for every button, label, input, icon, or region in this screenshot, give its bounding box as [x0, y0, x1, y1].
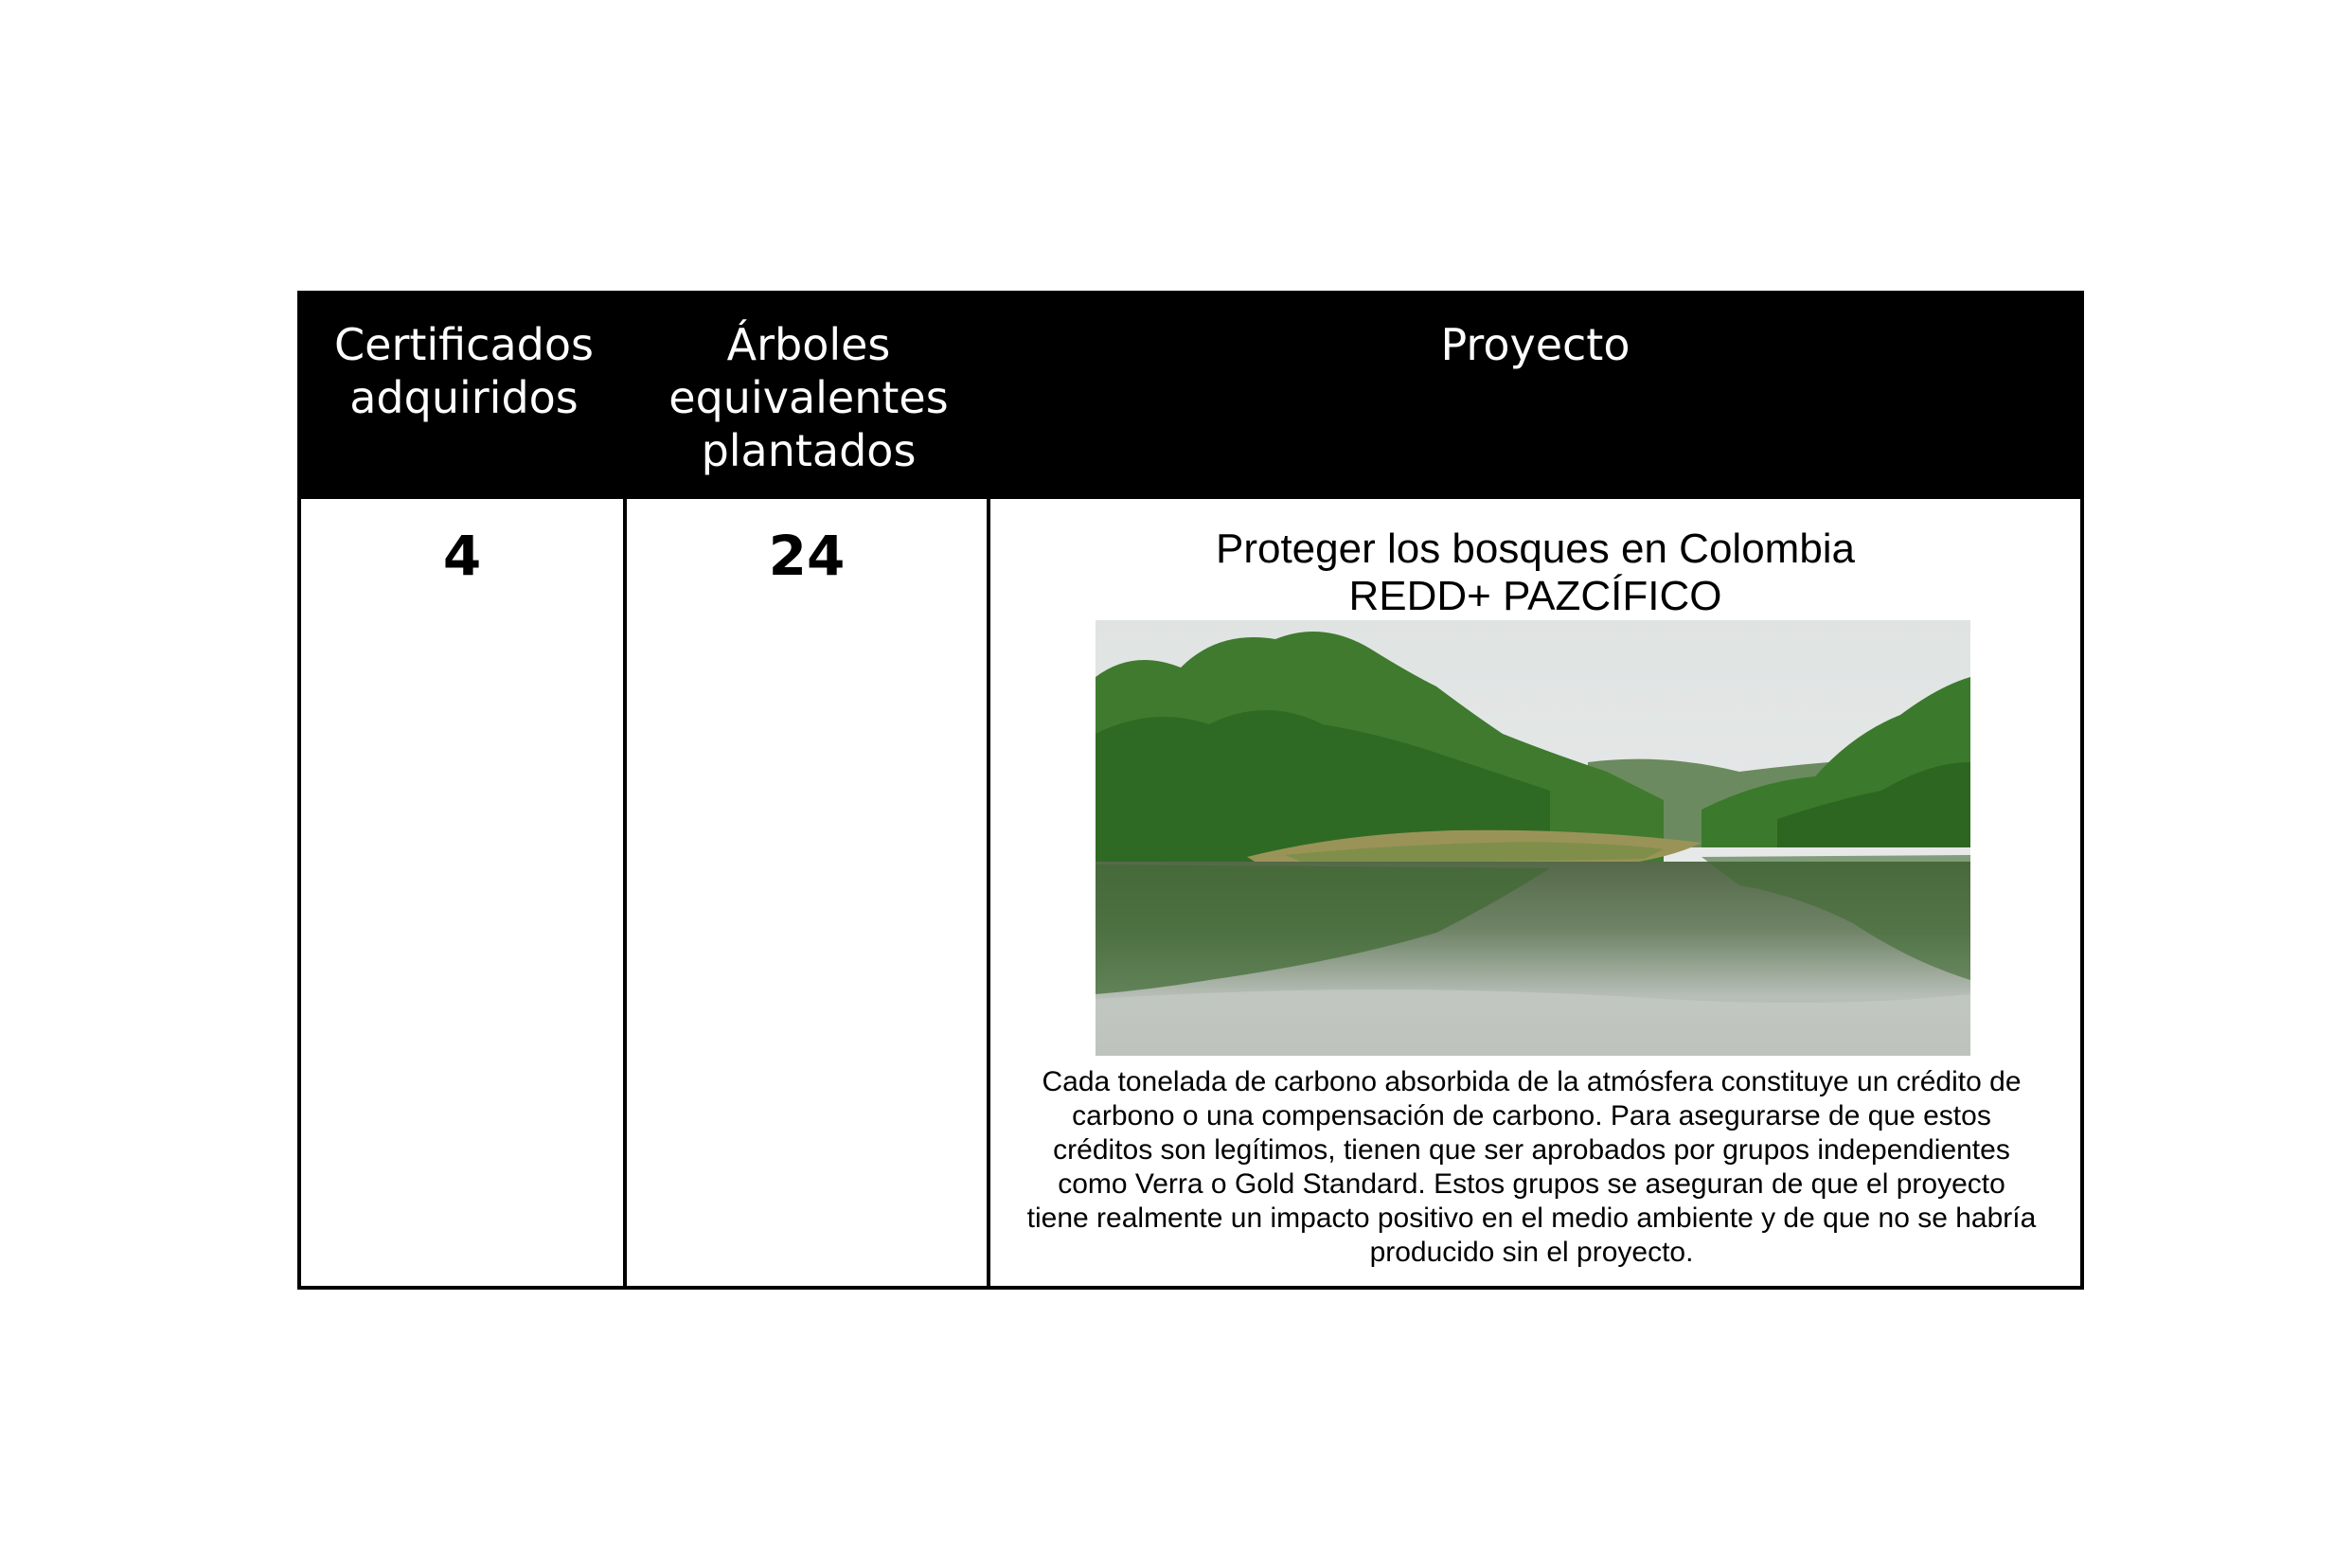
project-description [987, 1065, 2076, 1270]
header-line: Certificados [334, 319, 594, 370]
project-title-line: REDD+ PAZCÍFICO [1348, 573, 1722, 619]
description-line: como Verra o Gold Standard. Estos grupos se aseguran de que el proyecto [1058, 1168, 2005, 1200]
header-line: equivalentes [668, 372, 949, 423]
header-line: Proyecto [1440, 319, 1630, 370]
header-certificados [301, 294, 627, 499]
header-line: plantados [701, 425, 917, 476]
header-arboles [627, 294, 990, 499]
description-line: carbono o una compensación de carbono. Para asegurarse de que estos [1072, 1100, 1991, 1131]
river-forest-photo [1096, 620, 1970, 1056]
project-title [990, 526, 2080, 620]
description-line: Cada tonelada de carbono absorbida de la atmósfera constituye un crédito de [1042, 1066, 2022, 1097]
project-title-line: Proteger los bosques en Colombia [1215, 526, 1856, 572]
cell-certificados [301, 499, 623, 1286]
description-line: producido sin el proyecto. [1369, 1237, 1694, 1268]
table-header-row [301, 294, 2080, 499]
header-proyecto [990, 294, 2080, 499]
description-line: tiene realmente un impacto positivo en el medio ambiente y de que no se habría [1026, 1203, 2037, 1234]
description-line: créditos son legítimos, tienen que ser aprobados por grupos independientes [1053, 1134, 2010, 1166]
header-line: Árboles [726, 319, 891, 370]
arboles-value: 24 [768, 524, 846, 588]
cell-arboles [627, 499, 987, 1286]
certificados-value: 4 [442, 524, 482, 588]
header-line: adquiridos [349, 372, 579, 423]
